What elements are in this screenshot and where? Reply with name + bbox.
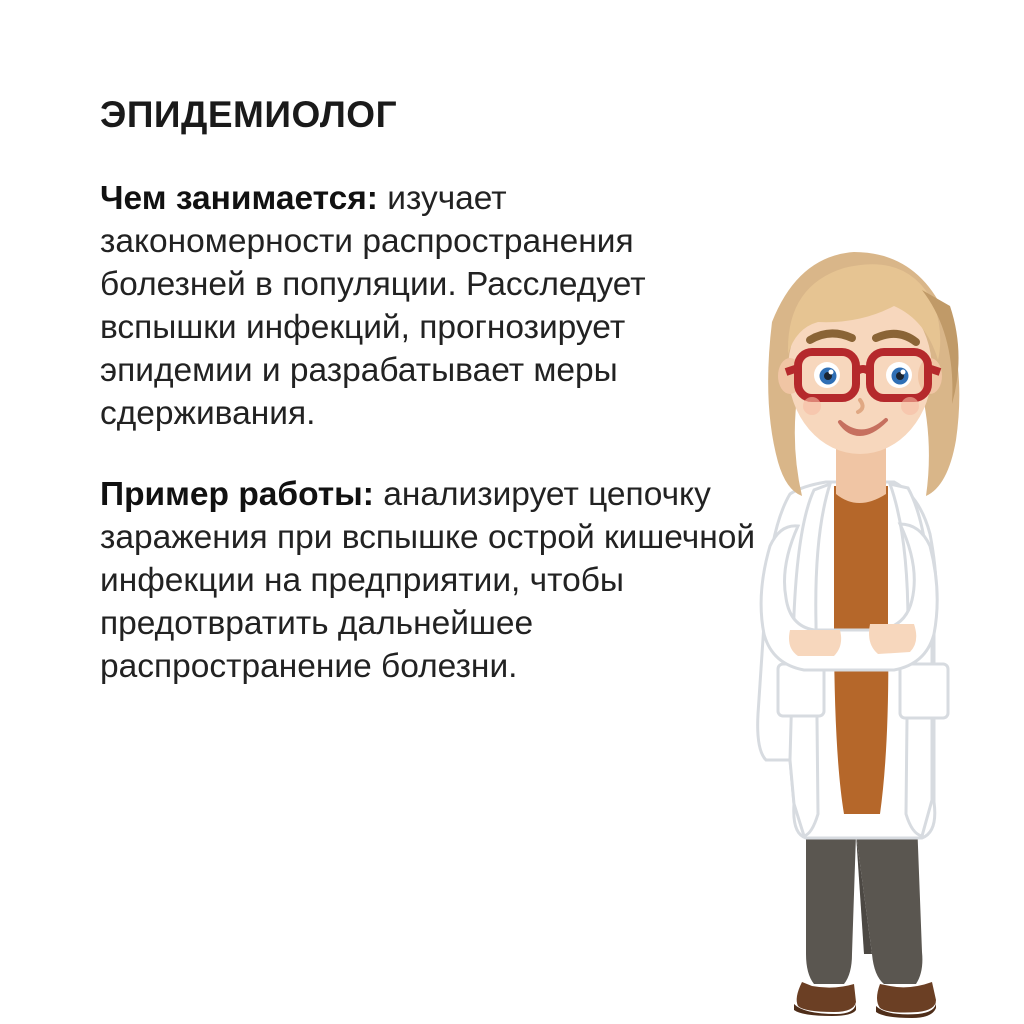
paragraph-lead-2: Пример работы: — [100, 476, 374, 514]
paragraph-body-2: анализирует цепочку заражения при вспышке острой кишечной инфекции на предприятии, чтобы предотвратить дальнейшее распространение болезни. — [100, 476, 756, 686]
page-title: ЭПИДЕМИОЛОГ — [100, 94, 398, 135]
doctor-illustration — [694, 194, 1024, 1024]
paragraph-example — [100, 473, 790, 688]
paragraph-body-1: изучает закономерности распространения болезней в популяции. Расследует вспышки инфекций, прогнозирует эпидемии и разрабатывает меры сдерживания. — [100, 179, 646, 433]
paragraph-lead-1: Чем занимается: — [100, 179, 378, 217]
paragraph-what-they-do — [100, 177, 720, 435]
text-column — [100, 96, 790, 688]
shoes-shape — [794, 982, 936, 1018]
